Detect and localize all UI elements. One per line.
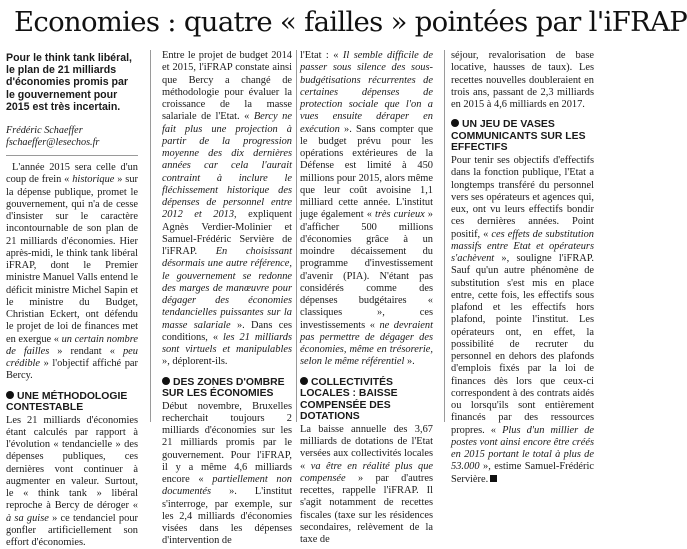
column-1 [6, 50, 138, 549]
body-paragraph: séjour, revalorisation de base locative, hausses de taux). Les recettes nouvelles doubleraient en trois ans, passant de 2,3 milliards en 2015 à 4,6 milliards en 2017. [451, 50, 594, 110]
lead-paragraph: Pour le think tank libéral, le plan de 21 milliards d'économies promis par le gouvernement pour 2015 est très incertain. [6, 52, 132, 113]
subheading: UN JEU DE VASES COMMUNICANTS SUR LES EFFECTIFS [451, 119, 586, 154]
end-mark-icon [490, 475, 497, 482]
column-divider [444, 50, 445, 422]
bullet-icon [6, 391, 14, 399]
subheading: COLLECTIVITÉS LOCALES : BAISSE COMPENSÉE DES DOTATIONS [300, 376, 398, 423]
column-4 [451, 50, 595, 485]
body-paragraph: Début novembre, Bruxelles recherchait toujours 2 milliards d'économies sur les 21 milliards promis par le gouvernement. Pour l'iFRAP, il y a même 4,6 milliards encore « partiellement non documentés ». L'institut s'interroge, par exemple, sur les 2,4 milliards d'économies visées dans les dépenses d'intervention de [162, 400, 292, 547]
body-paragraph: L'année 2015 sera celle d'un coup de frein « historique » sur la dépense publique, promet le gouvernement, qui n'a de cesse d'insister sur le caractère incontournable de son plan de 21 milliards d'économies. Hier après-midi, le think tank libéral iFRAP, dont le Premier ministre Manuel Valls entend le déficit ministre Michel Sapin et le ministre du Budget, Christian Eckert, ont défendu le projet de loi de finances met en exergue « un certain nombre de failles » rendant « peu crédible » l'objectif affiché par Bercy. [6, 162, 138, 382]
body-paragraph: l'Etat : « Il semble difficile de passer sous silence des sous-budgétisations récurrentes de certaines dépenses de protection sociale que l'on a vues ensuite déraper en exécution ». Sans compter que le budget prévu pour les opérations extérieures de la Défense est limité à 450 millions pour 2015, alors même que leur coût avoisine 1,1 milliard cette année. L'institut juge également « très curieux » d'afficher 500 millions d'économies grâce à un moindre décaissement du programme d'investissement d'avenir (PIA). N'étant pas considérés comme des dépenses budgétaires « classiques », ces investissements « ne devraient pas permettre de dégager des économies, même en trésorerie, selon le même référentiel ». [300, 50, 433, 368]
body-paragraph: Pour tenir ses objectifs d'effectifs dans la fonction publique, l'Etat a longtemps transféré du personnel vers ses opérateurs et agences qui, eux, ont vu leurs effectifs bondir ces dernières années. Point positif, « ces effets de substitution massifs entre Etat et opérateurs s'achèvent », souligne l'iFRAP. Sauf qu'un autre phénomène de substitution s'est mis en place entre, cette fois, les effectifs sous plafond et les effectifs hors plafond, pointe l'institut. Les opérateurs ont, en effet, la possibilité de recruter du personnel en dehors des plafonds d'emplois fixés par la loi de finances dès lors que ceux-ci correspondent à des contrats aidés ou lorsqu'ils sont entièrement financés par des ressources propres. « Plus d'un millier de postes vont ainsi encore être créés en 2015 portant le total à plus de 53.000 », estime Samuel-Frédéric Servière. [451, 155, 595, 485]
bullet-icon [451, 119, 459, 127]
subheading: UNE MÉTHODOLOGIE CONTESTABLE [6, 390, 128, 414]
column-divider [150, 50, 151, 422]
column-3 [300, 50, 434, 546]
column-divider [296, 50, 297, 422]
column-2 [162, 50, 293, 547]
subheading: DES ZONES D'OMBRE SUR LES ÉCONOMIES [162, 376, 285, 400]
bullet-icon [300, 377, 308, 385]
body-paragraph: La baisse annuelle des 3,67 milliards de dotations de l'Etat versées aux collectivités locales « va être en réalité plus que compensée » par d'autres recettes, rappelle l'iFRAP. Il s'agit notamment de recettes fiscales (taxe sur les résidences secondaires, relèvement de la taxe de [300, 423, 434, 546]
body-paragraph: Les 21 milliards d'économies étant calculés par rapport à l'évolution « tendancielle » des dépenses publiques, ces dernières vont continuer à augmenter en valeur. Surtout, le « think tank » libéral reproche à Bercy de déroger « à sa guise » ce tendanciel pour gonfler artificiellement son effort d'économies. [6, 414, 138, 549]
bullet-icon [162, 377, 170, 385]
lead-separator [6, 155, 138, 156]
author-email[interactable]: fschaeffer@lesechos.fr [6, 137, 100, 149]
headline: Economies : quatre « failles » pointées par l'iFRAP [14, 6, 687, 38]
body-paragraph: Entre le projet de budget 2014 et 2015, l'iFRAP constate ainsi que Bercy a changé de méthodologie pour évaluer la croissance de la masse salariale de l'Etat. « Bercy ne fait plus une projection à partir de la progression moyenne des dix dernières années car cela l'aurait contraint à inclure le fléchissement historique des dépenses de personnel entre 2012 et 2013, expliquent Agnès Verdier-Molinier et Samuel-Frédéric Servière de l'iFRAP. En choisissant désormais une autre référence, le gouvernement se redonne des marges de manœuvre pour dégager des économies tendancielles puissantes sur la masse salariale ». Dans ces conditions, « les 21 milliards sont virtuels et manipulables », déplorent-ils. [162, 50, 293, 368]
author-name: Frédéric Schaeffer [6, 125, 83, 137]
